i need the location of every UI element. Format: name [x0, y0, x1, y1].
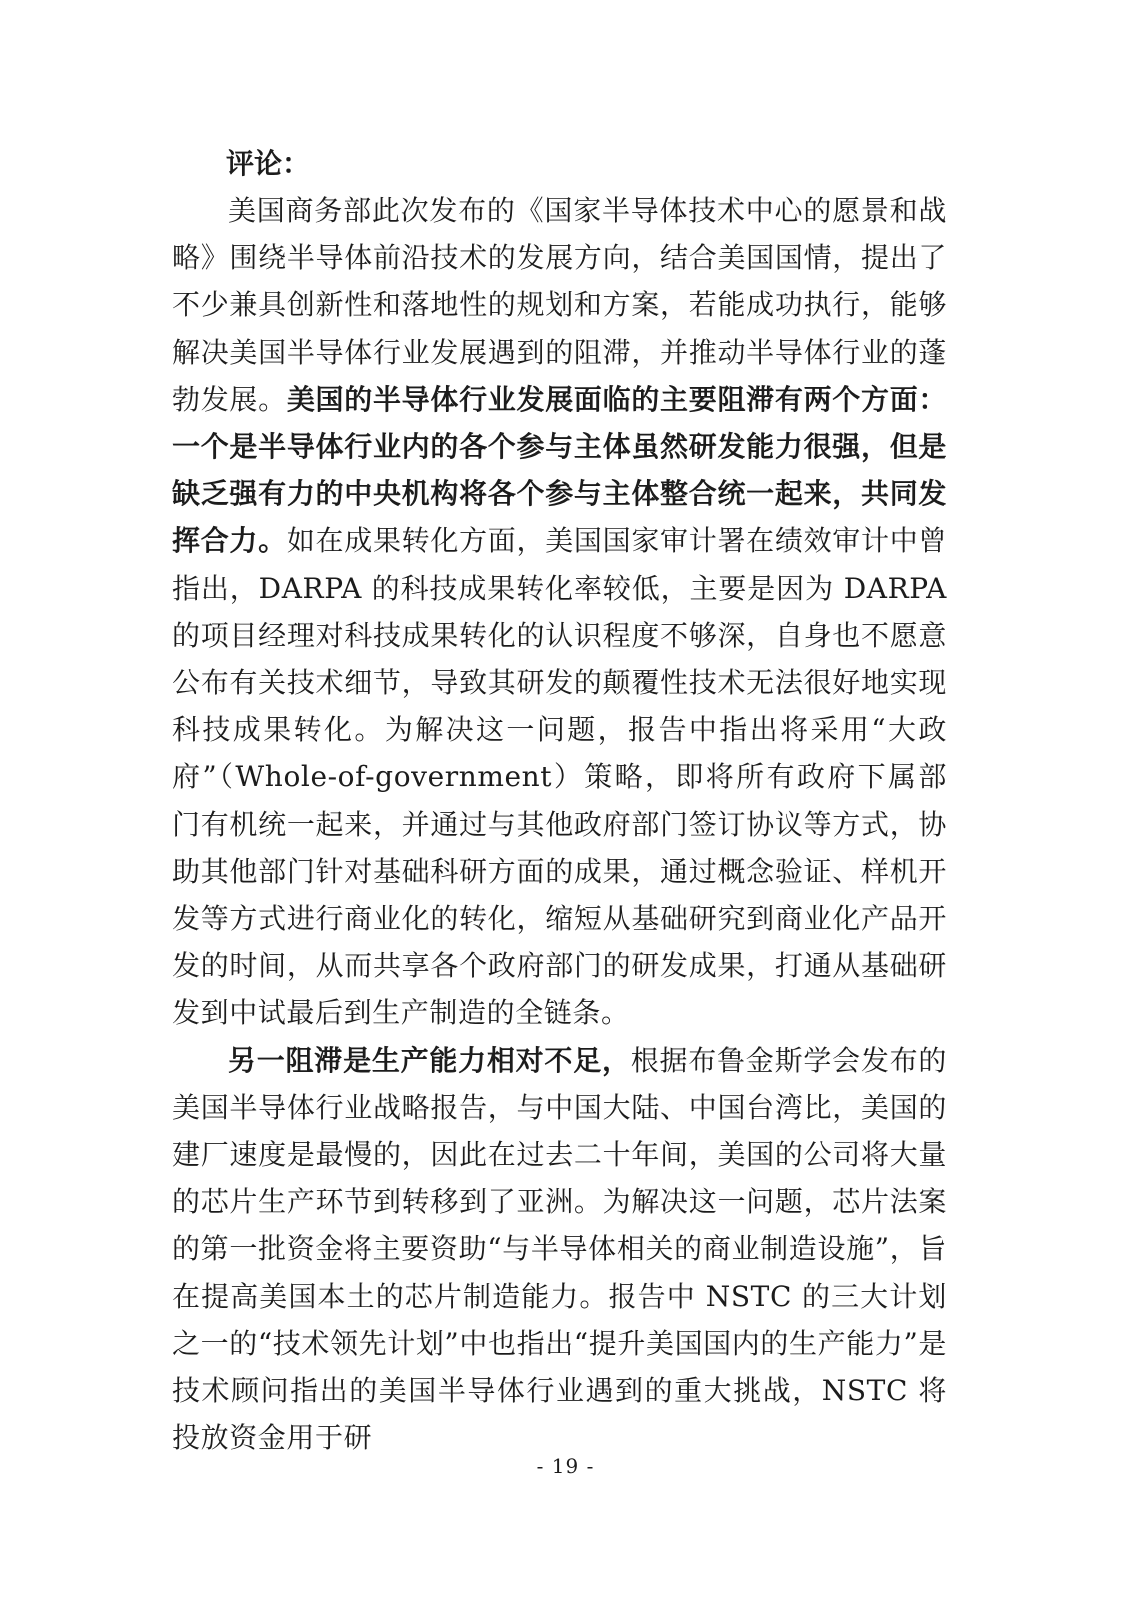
paragraph-commentary: [172, 187, 947, 1037]
section-heading: 评论：: [226, 147, 311, 180]
page-number: - 19 -: [536, 1454, 595, 1478]
paragraph-rest-text: 如在成果转化方面，美国国家审计署在绩效审计中曾指出，DARPA 的科技成果转化率较低，主要是因为 DARPA 的项目经理对科技成果转化的认识程度不够深，自身也不愿意公布有关技术细节，导致其研发的颠覆性技术无法很好地实现科技成果转化。为解决这一问题，报告中指出将采用“大政府”（Whole-of-government）策略，即将所有政府下属部门有机统一起来，并通过与其他政府部门签订协议等方式，协助其他部门针对基础科研方面的成果，通过概念验证、样机开发等方式进行商业化的转化，缩短从基础研究到商业化产品开发的时间，从而共享各个政府部门的研发成果，打通从基础研发到中试最后到生产制造的全链条。: [172, 524, 947, 1030]
paragraph-production-capacity: [172, 1037, 947, 1462]
paragraph-bold-second-obstacle: 另一阻滞是生产能力相对不足，: [228, 1043, 631, 1077]
paragraph-production-text: 根据布鲁金斯学会发布的美国半导体行业战略报告，与中国大陆、中国台湾比，美国的建厂速度是最慢的，因此在过去二十年间，美国的公司将大量的芯片生产环节到转移到了亚洲。为解决这一问题，芯片法案的第一批资金将主要资助“与半导体相关的商业制造设施”，旨在提高美国本土的芯片制造能力。报告中 NSTC 的三大计划之一的“技术领先计划”中也指出“提升美国国内的生产能力”是技术顾问指出的美国半导体行业遇到的重大挑战，NSTC 将投放资金用于研: [172, 1043, 947, 1455]
paragraph-bold-obstacles: 美国的半导体行业发展面临的主要阻滞有两个方面：一个是半导体行业内的各个参与主体虽然研发能力很强，但是缺乏强有力的中央机构将各个参与主体整合统一起来，共同发挥合力。: [172, 382, 947, 558]
page-body: [172, 140, 947, 1461]
paragraph-intro-text: 美国商务部此次发布的《国家半导体技术中心的愿景和战略》围绕半导体前沿技术的发展方向，结合美国国情，提出了不少兼具创新性和落地性的规划和方案，若能成功执行，能够解决美国半导体行业发展遇到的阻滞，并推动半导体行业的蓬勃发展。: [172, 194, 947, 416]
